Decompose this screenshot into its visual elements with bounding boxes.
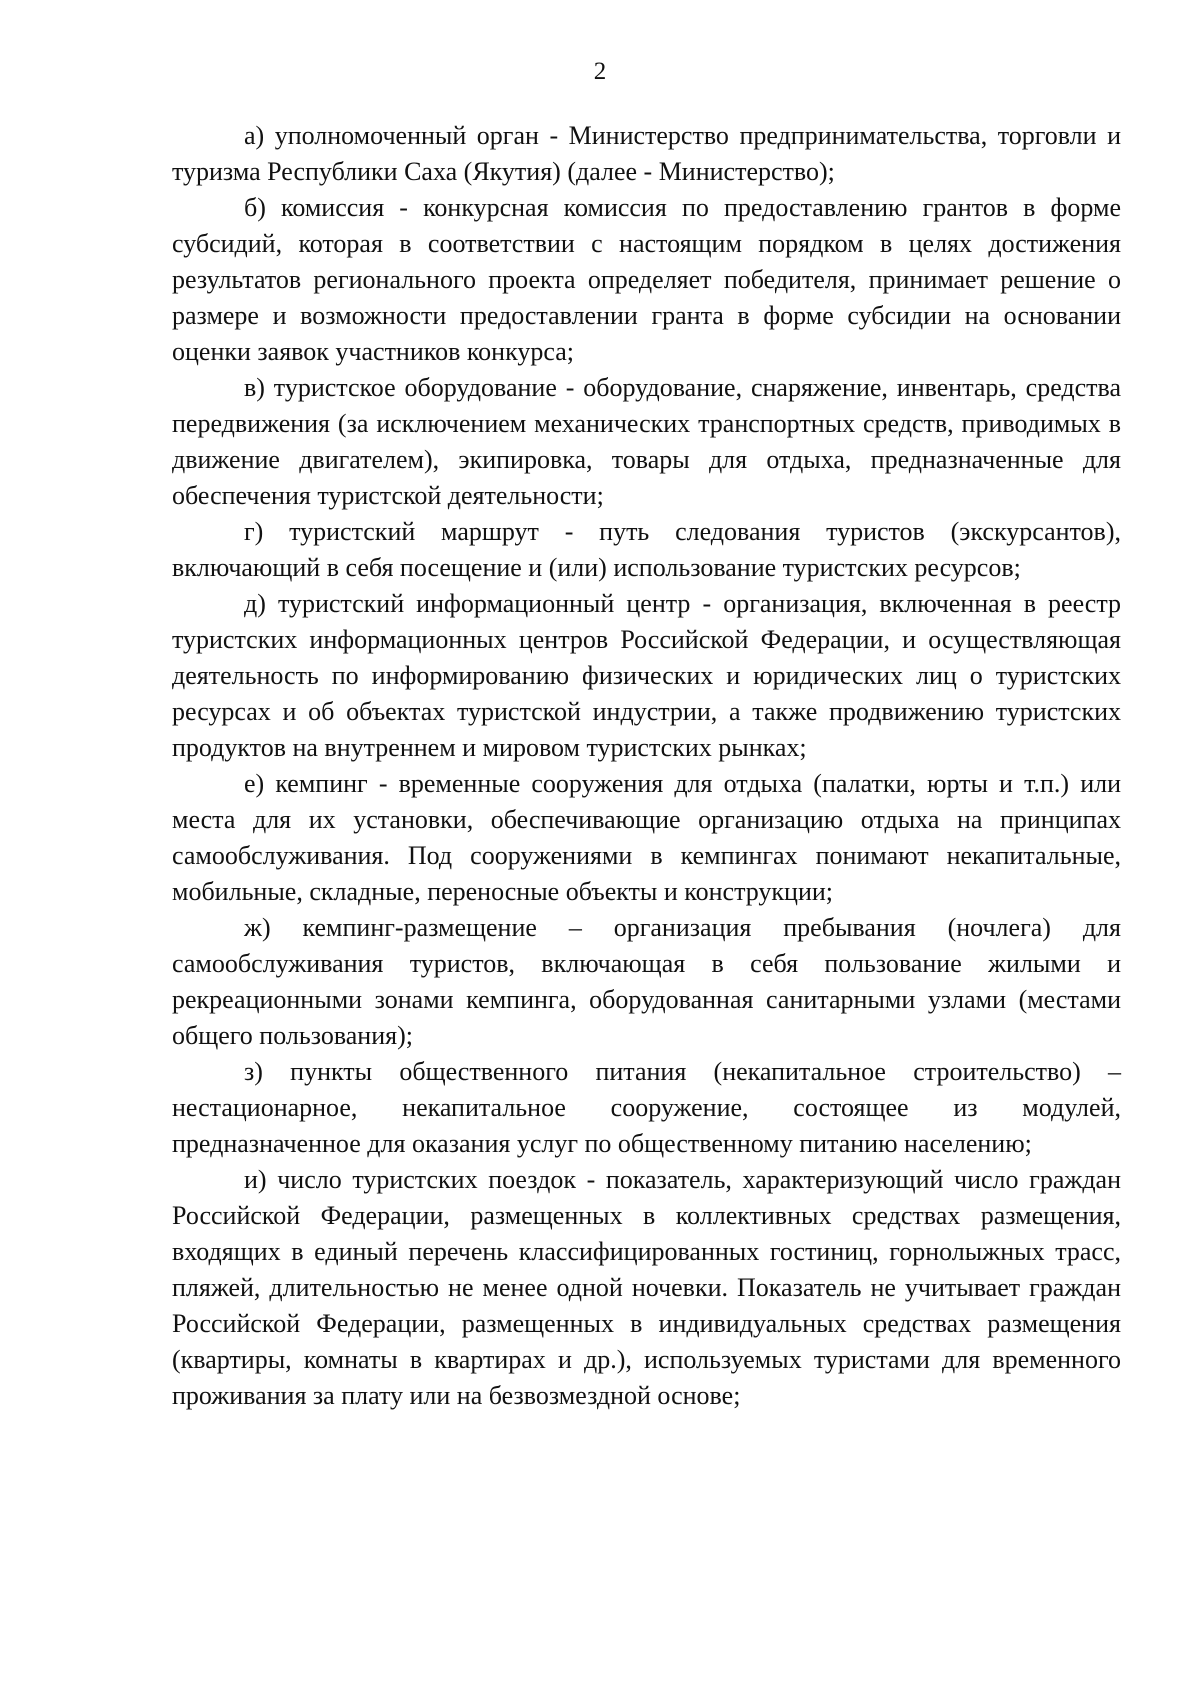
definition-e: е) кемпинг - временные сооружения для отдыха (палатки, юрты и т.п.) или места для их установки, обеспечивающие организацию отдыха на принципах самообслуживания. Под сооружениями в кемпингах понимают некапитальные, мобильные, складные, переносные объекты и конструкции;: [172, 769, 1121, 906]
definition-d: д) туристский информационный центр - организация, включенная в реестр туристских информационных центров Российской Федерации, и осуществляющая деятельность по информированию физических и юридических лиц о туристских ресурсах и об объектах туристской индустрии, а также продвижению туристских продуктов на внутреннем и мировом туристских рынках;: [172, 589, 1121, 762]
document-body: [172, 118, 1121, 1414]
definition-a: а) уполномоченный орган - Министерство предпринимательства, торговли и туризма Республики Саха (Якутия) (далее - Министерство);: [172, 121, 1121, 186]
definition-z: з) пункты общественного питания (некапитальное строительство) – нестационарное, некапитальное сооружение, состоящее из модулей, предназначенное для оказания услуг по общественному питанию населению;: [172, 1057, 1121, 1158]
definition-b: б) комиссия - конкурсная комиссия по предоставлению грантов в форме субсидий, которая в соответствии с настоящим порядком в целях достижения результатов регионального проекта определяет победителя, принимает решение о размере и возможности предоставлении гранта в форме субсидии на основании оценки заявок участников конкурса;: [172, 193, 1121, 366]
definition-i: и) число туристских поездок - показатель, характеризующий число граждан Российской Федерации, размещенных в коллективных средствах размещения, входящих в единый перечень классифицированных гостиниц, горнолыжных трасс, пляжей, длительностью не менее одной ночевки. Показатель не учитывает граждан Российской Федерации, размещенных в индивидуальных средствах размещения (квартиры, комнаты в квартирах и др.), используемых туристами для временного проживания за плату или на безвозмездной основе;: [172, 1165, 1121, 1410]
page-number: 2: [593, 58, 607, 85]
definition-zh: ж) кемпинг-размещение – организация пребывания (ночлега) для самообслуживания туристов, включающая в себя пользование жилыми и рекреационными зонами кемпинга, оборудованная санитарными узлами (местами общего пользования);: [172, 913, 1121, 1050]
definition-v: в) туристское оборудование - оборудование, снаряжение, инвентарь, средства передвижения (за исключением механических транспортных средств, приводимых в движение двигателем), экипировка, товары для отдыха, предназначенные для обеспечения туристской деятельности;: [172, 373, 1121, 510]
definition-g: г) туристский маршрут - путь следования туристов (экскурсантов), включающий в себя посещение и (или) использование туристских ресурсов;: [172, 517, 1121, 582]
